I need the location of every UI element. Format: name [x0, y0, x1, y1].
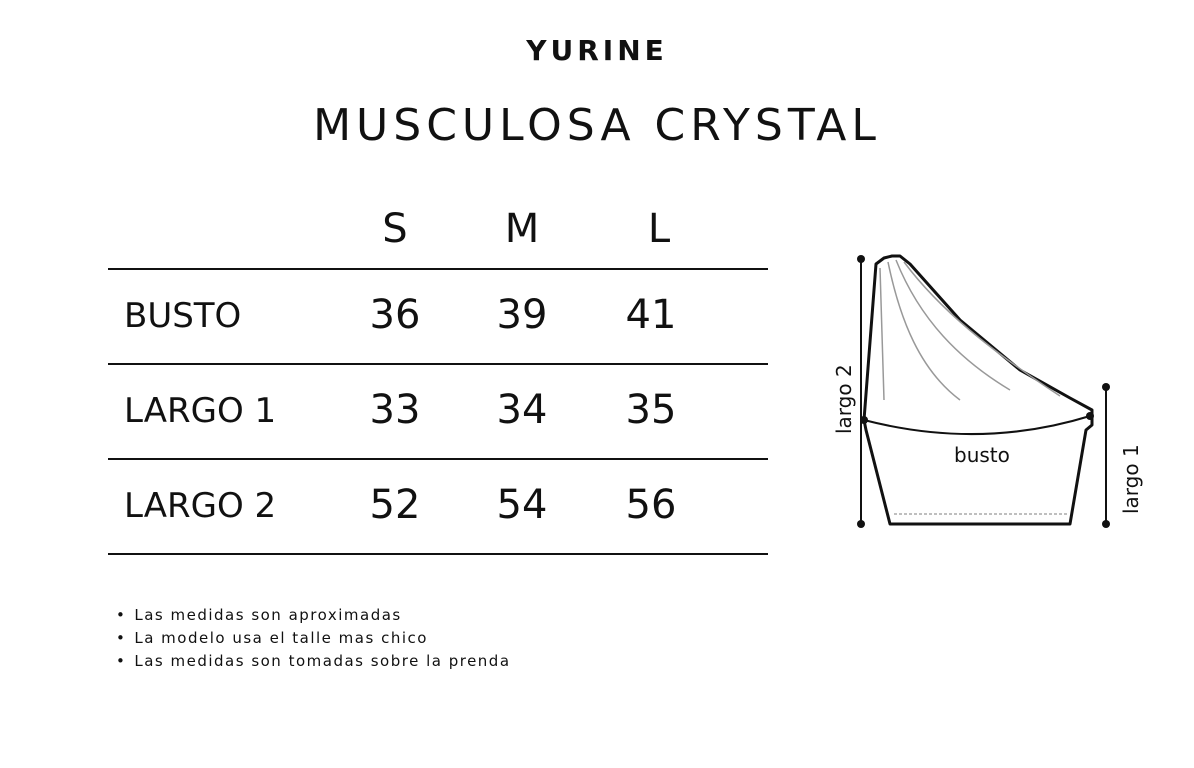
drape-folds: [880, 260, 1060, 400]
label-busto: busto: [954, 443, 1010, 467]
cell-value: 39: [496, 292, 548, 338]
note-item: • La modelo usa el talle mas chico: [116, 627, 511, 650]
garment-outline: [864, 256, 1092, 524]
size-header-row: [108, 200, 768, 268]
size-header-s: S: [382, 206, 408, 252]
label-largo-2: largo 2: [832, 364, 856, 434]
row-label: LARGO 1: [124, 391, 277, 431]
cell-value: 33: [369, 387, 421, 433]
row-label: BUSTO: [124, 296, 242, 336]
brand-logo: YURINE: [526, 34, 668, 67]
cell-value: 54: [496, 482, 548, 528]
size-header-l: L: [647, 206, 671, 252]
label-largo-1: largo 1: [1119, 444, 1143, 514]
cell-value: 41: [625, 292, 677, 338]
cell-value: 52: [369, 482, 421, 528]
garment-diagram: [820, 240, 1160, 540]
note-item: • Las medidas son tomadas sobre la prenda: [116, 650, 511, 673]
size-table: [108, 200, 768, 555]
product-title: MUSCULOSA CRYSTAL: [313, 100, 881, 151]
busto-line: [864, 416, 1090, 434]
size-header-m: M: [504, 206, 540, 252]
table-row-largo-2: [108, 458, 768, 555]
note-item: • Las medidas son aproximadas: [116, 604, 511, 627]
cell-value: 35: [625, 387, 677, 433]
cell-value: 36: [369, 292, 421, 338]
row-label: LARGO 2: [124, 486, 277, 526]
cell-value: 56: [625, 482, 677, 528]
table-row-busto: [108, 268, 768, 363]
table-row-largo-1: [108, 363, 768, 458]
cell-value: 34: [496, 387, 548, 433]
notes-list: [116, 604, 511, 673]
